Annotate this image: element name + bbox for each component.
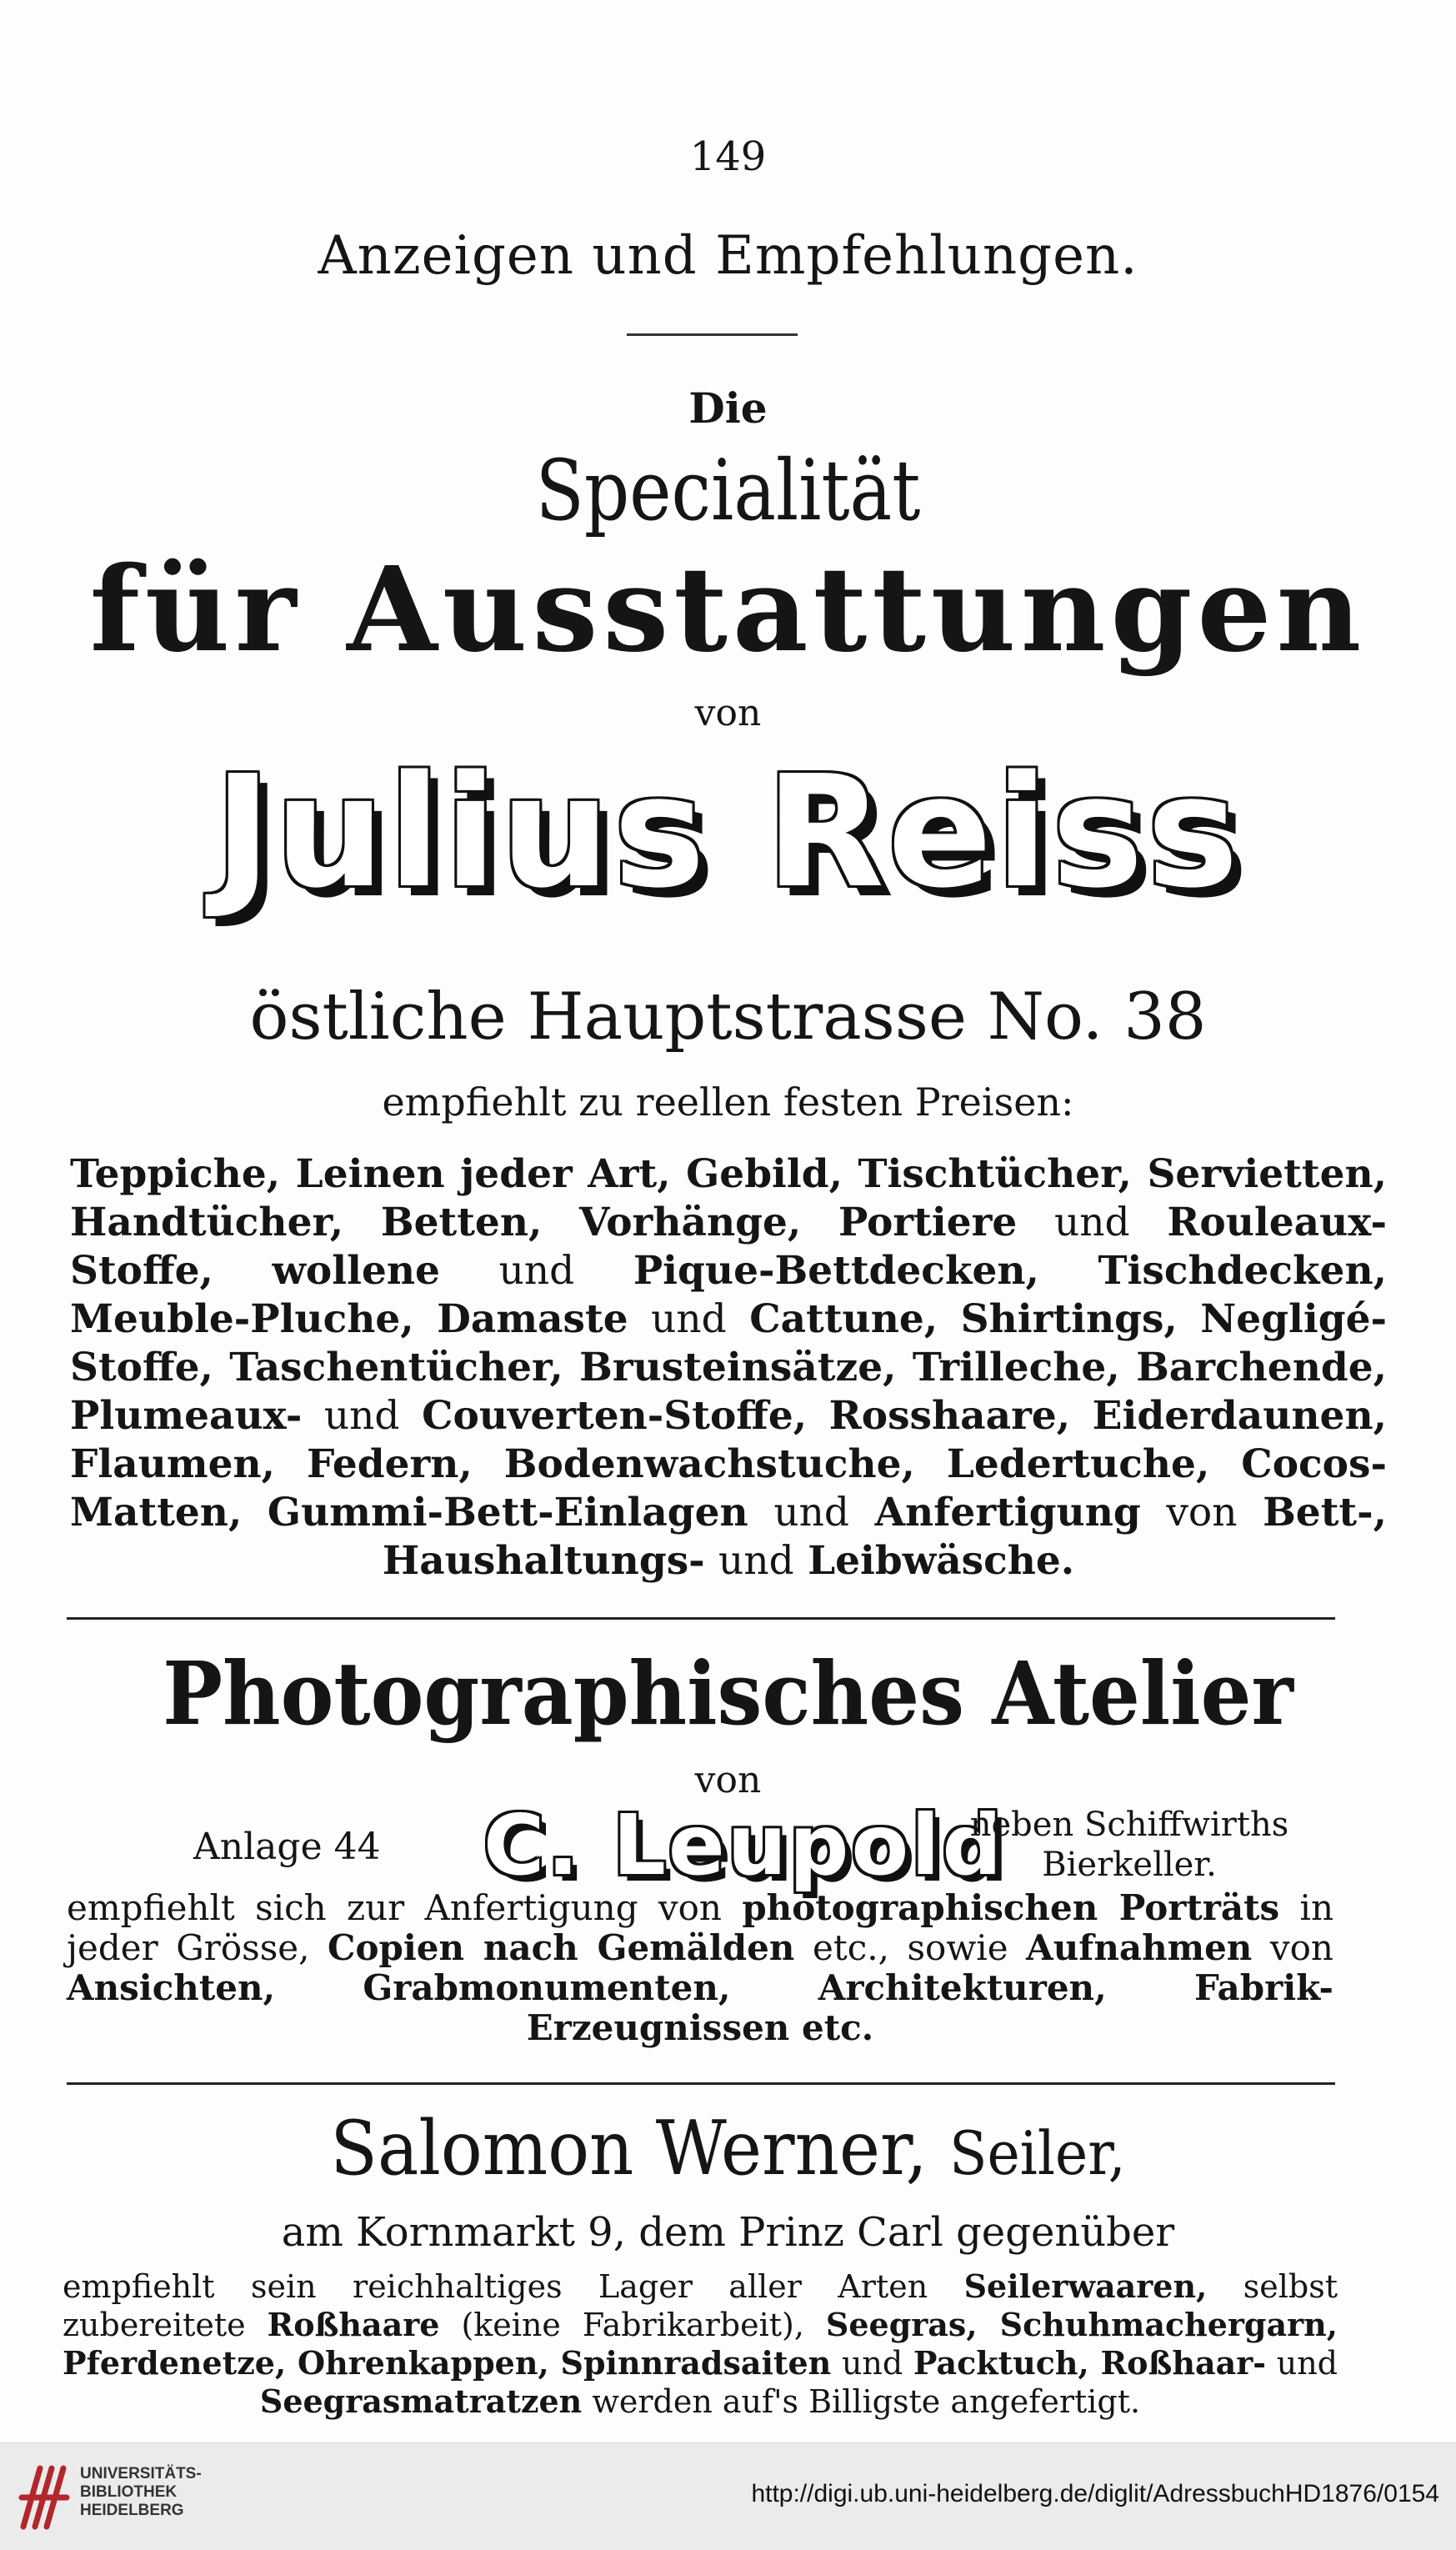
ad3-text: werden auf's Billigste angefertigt. <box>592 2383 1141 2420</box>
ad3-text-bold: Seilerwaaren, <box>963 2267 1208 2305</box>
logo-line: UNIVERSITÄTS- <box>80 2465 202 2482</box>
ad2-title: Photographisches Atelier <box>163 1642 1293 1745</box>
ad2-location <box>963 1805 1296 1885</box>
ad1-text: Couverten-Stoffe, Rosshaare, Eiderdaunen, Flaumen, Federn, Bodenwachstuche, Ledertuche, Cocos-Matten, Gummi-Bett-Einlagen <box>70 1393 1387 1536</box>
ad1-text: und <box>1053 1200 1130 1245</box>
footer-bar <box>0 2442 1456 2550</box>
ad3-text-bold: Seegras, Schuhmachergarn, Pferdenetze, Ohrenkappen, Spinnradsaiten <box>63 2306 1338 2382</box>
ad1-die: Die <box>688 383 768 433</box>
ad2-text-bold: photographischen Porträts <box>742 1887 1280 1928</box>
ad1-specialitaet: Specialität <box>535 442 921 539</box>
ad3-text: selbst zubereitete <box>63 2268 1338 2343</box>
ad3-paragraph <box>63 2267 1338 2421</box>
ad1-headline: für Ausstattungen <box>89 542 1367 679</box>
ad3-text-bold: Packtuch, Roßhaar- <box>913 2344 1267 2382</box>
permalink-url[interactable]: http://digi.ub.uni-heidelberg.de/diglit/AdressbuchHD1876/0154 <box>751 2480 1439 2507</box>
ad1-text: und <box>718 1538 794 1584</box>
ad3-text: und <box>1276 2345 1338 2382</box>
ad1-text: Cattune, Shirtings, Negligé-Stoffe, Taschentücher, Brusteinsätze, Trilleche, Barchende, Plumeaux- <box>70 1296 1387 1439</box>
ad1-address: östliche Hauptstrasse No. 38 <box>249 979 1207 1055</box>
ad2-merchant-name: C. Leupold <box>483 1796 1005 1894</box>
logo-line: HEIDELBERG <box>80 2502 184 2519</box>
ad2-text-bold: Aufnahmen <box>1026 1927 1253 1968</box>
ad1-text: Anfertigung <box>874 1490 1141 1536</box>
ad1-text: Leibwäsche. <box>808 1538 1075 1584</box>
ad2-paragraph <box>67 1888 1333 2048</box>
header-divider <box>627 333 798 336</box>
ad3-name: Salomon Werner, <box>330 2105 928 2192</box>
logo-line: BIBLIOTHEK <box>80 2483 178 2501</box>
ad3-merchant-name <box>58 2105 1398 2192</box>
ad1-text: und <box>773 1490 849 1536</box>
ad2-anlage: Anlage 44 <box>193 1826 381 1868</box>
ad1-merchant-name: Julius Reiss <box>213 742 1243 922</box>
ad1-text: Bett-, Haushaltungs- <box>382 1490 1387 1584</box>
ad2-location-line1: neben Schiffwirths <box>969 1806 1289 1844</box>
ad1-intro: empfiehlt zu reellen festen Preisen: <box>382 1080 1074 1125</box>
ad1-text: von <box>1166 1490 1238 1536</box>
ad2-text: von <box>1269 1927 1333 1968</box>
library-logo-text <box>80 2465 202 2520</box>
university-library-logo-icon <box>15 2460 73 2535</box>
ad3-text: (keine Fabrikarbeit), <box>461 2307 804 2343</box>
ad1-text: und <box>498 1248 575 1294</box>
ad3-text-bold: Roßhaare <box>267 2306 440 2343</box>
ad1-von: von <box>694 692 762 734</box>
ad1-text: und <box>323 1393 400 1439</box>
ad2-text-bold: Ansichten, Grabmonumenten, Architekturen, Fabrik-Erzeugnissen etc. <box>67 1967 1333 2048</box>
ad1-text: Teppiche, Leinen jeder Art, Gebild, Tischtücher, Servietten, Handtücher, Betten, Vorhänge, Portiere <box>70 1151 1387 1245</box>
ad3-text: empfiehlt sein reichhaltiges Lager aller Arten <box>63 2268 928 2305</box>
ad2-location-line2: Bierkeller. <box>1042 1846 1217 1884</box>
ad3-trade: Seiler, <box>949 2118 1126 2188</box>
ad3-address: am Kornmarkt 9, dem Prinz Carl gegenüber <box>281 2209 1175 2256</box>
ad-divider <box>67 2082 1335 2085</box>
ad1-text: Rouleaux-Stoffe, wollene <box>70 1200 1387 1294</box>
ad2-text: empfiehlt sich zur Anfertigung von <box>67 1887 722 1928</box>
ad-divider <box>67 1617 1335 1620</box>
ad2-von: von <box>694 1759 762 1801</box>
section-header: Anzeigen und Empfehlungen. <box>318 225 1138 287</box>
ad2-text: etc., sowie <box>812 1927 1008 1968</box>
page-number: 149 <box>689 133 767 180</box>
ad2-text-bold: Copien nach Gemälden <box>328 1927 795 1968</box>
ad1-goods-paragraph <box>70 1150 1387 1586</box>
ad3-text: und <box>841 2345 903 2382</box>
ad1-text: Pique-Bettdecken, Tischdecken, Meuble-Pluche, Damaste <box>70 1248 1387 1342</box>
ad1-text: und <box>651 1296 727 1342</box>
ad3-text-bold: Seegrasmatratzen <box>259 2382 583 2420</box>
ad2-text: in jeder Grösse, <box>67 1887 1334 1968</box>
